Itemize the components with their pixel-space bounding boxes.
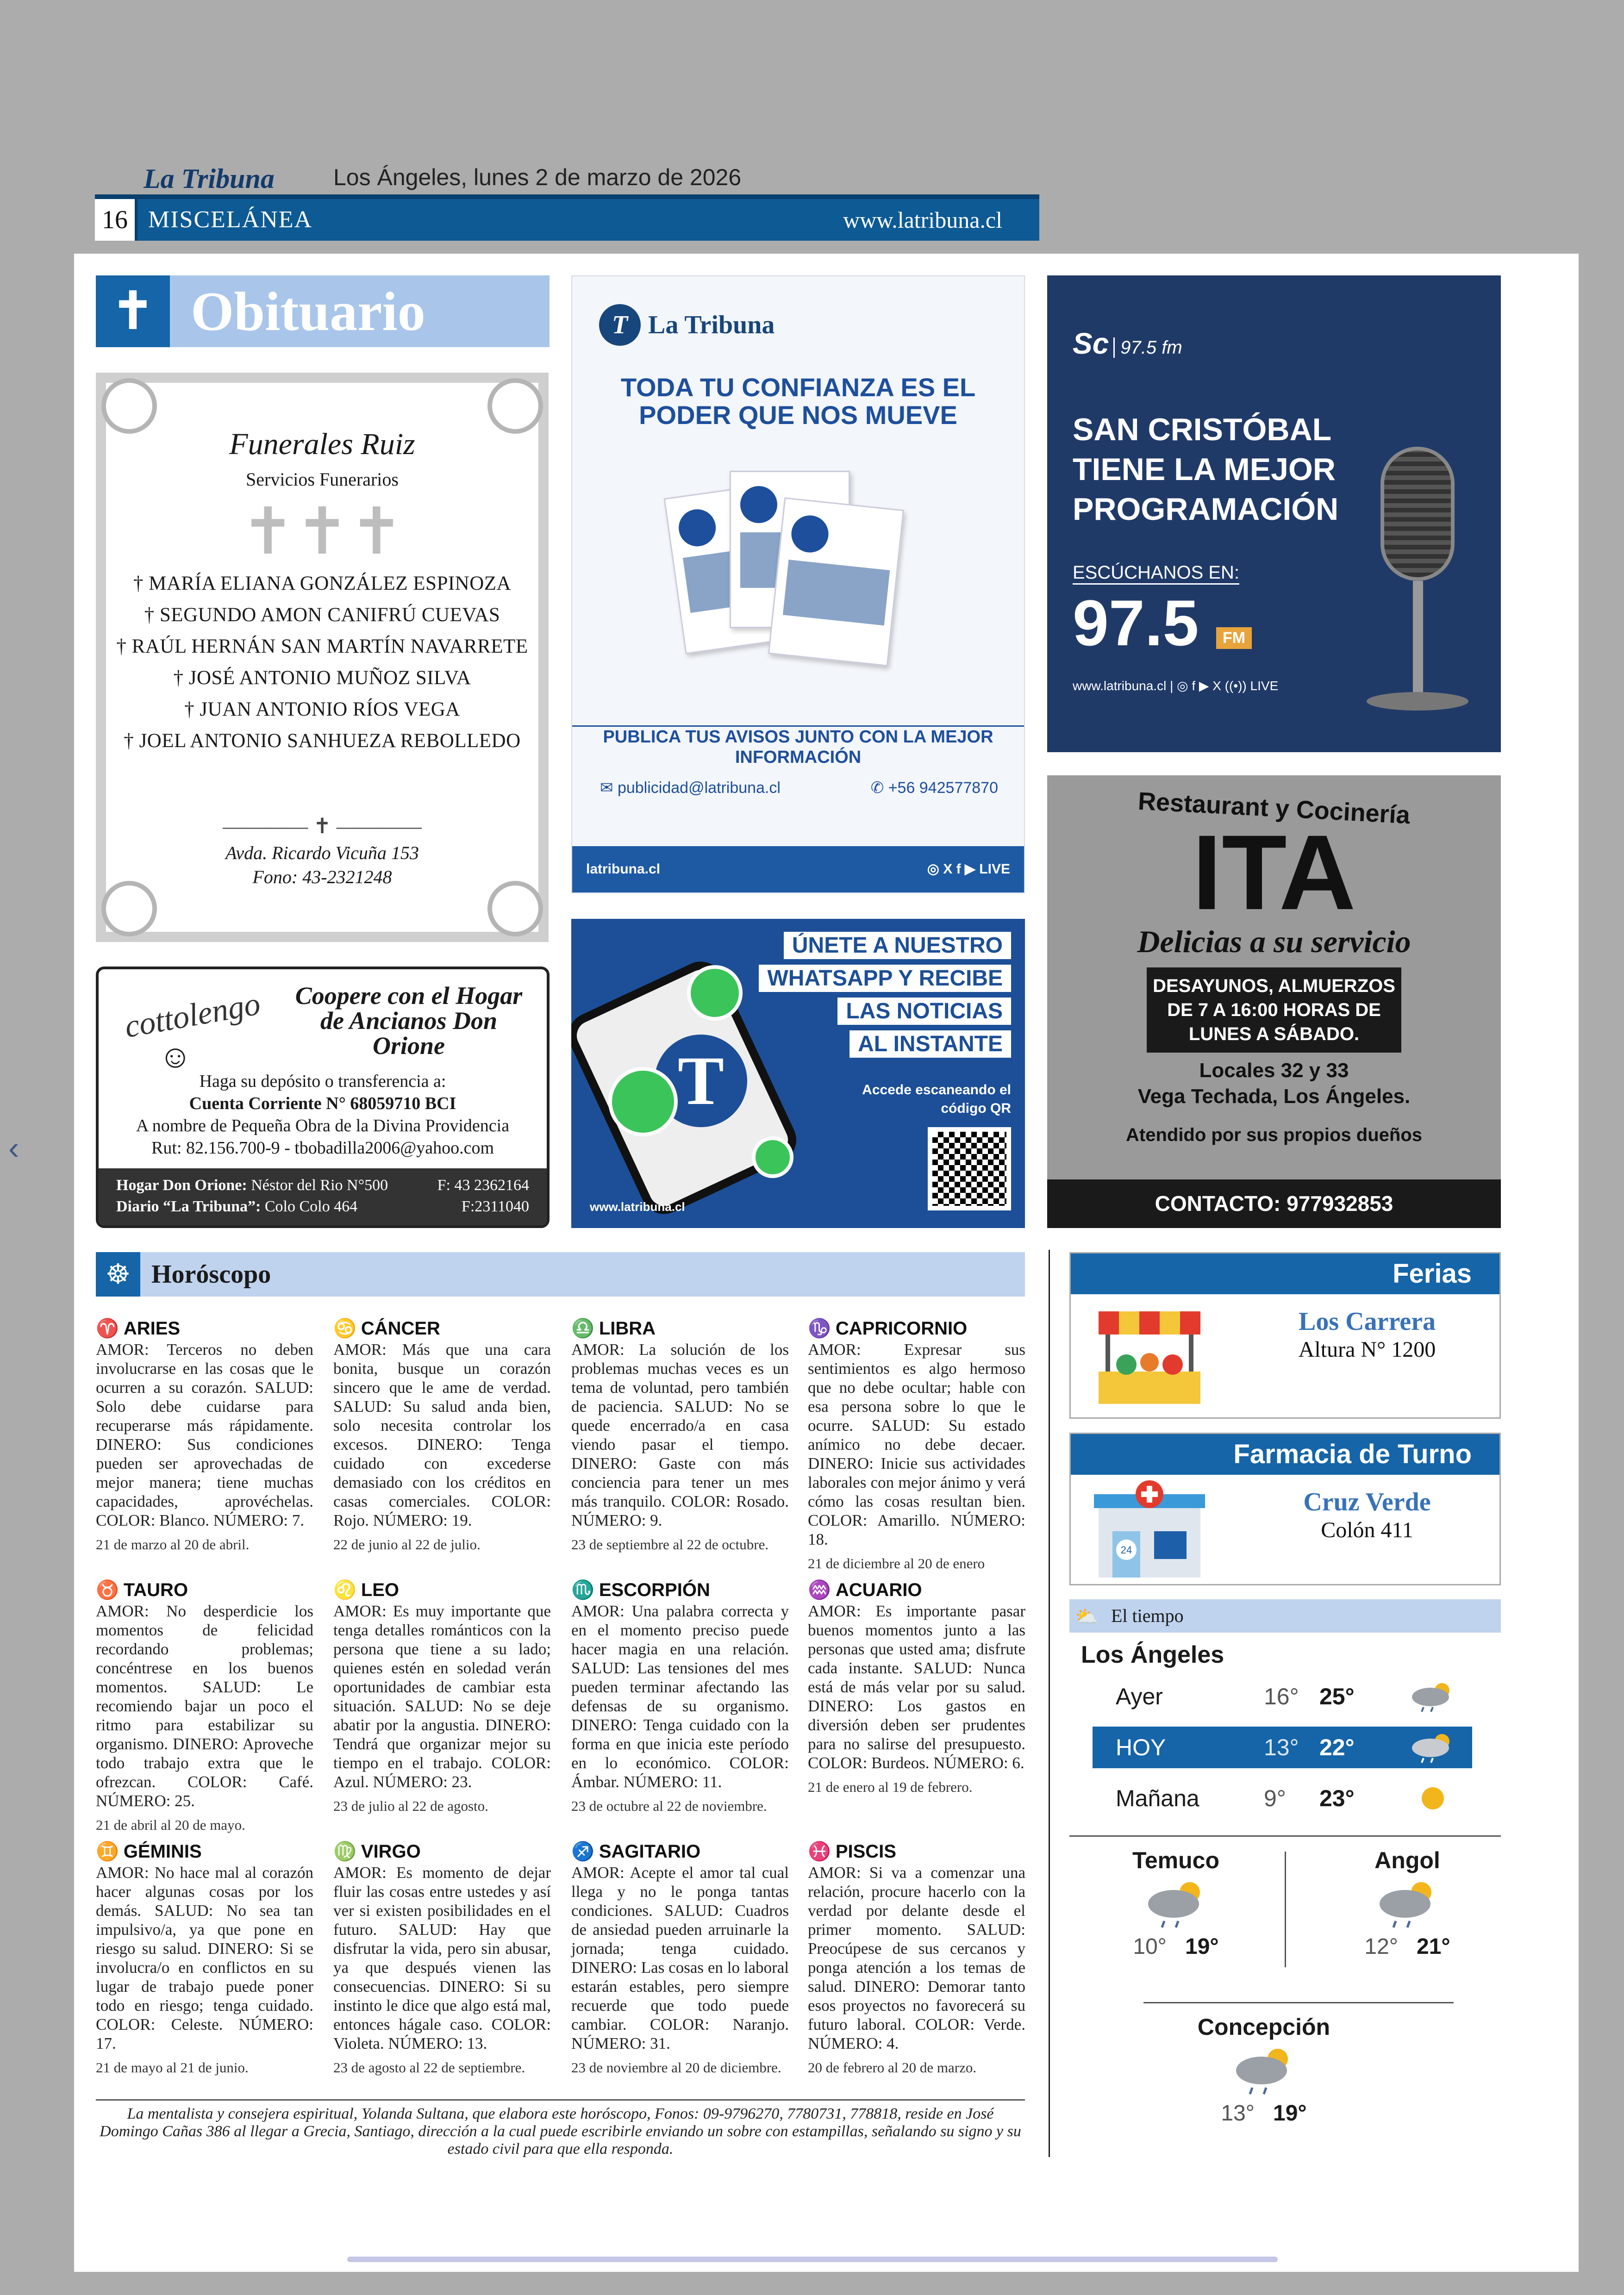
orione-title: Coopere con el Hogar de Ancianos Don Orione xyxy=(295,982,523,1060)
funeral-contact xyxy=(106,841,538,889)
ita-tagline: Delicias a su servicio xyxy=(1137,924,1411,959)
weather-city-name: Concepción xyxy=(1197,2014,1330,2040)
rain-cloud-sun-icon xyxy=(1231,2045,1296,2096)
newspapers-image xyxy=(674,471,915,665)
orione-line: Haga su depósito o transferencia a: xyxy=(199,1072,446,1091)
radio-socials: www.latribuna.cl | ◎ f ▶ X ((•)) LIVE xyxy=(1073,679,1279,693)
tribuna-ad-email[interactable]: publicidad@latribuna.cl xyxy=(617,779,781,797)
column-divider xyxy=(1049,1250,1050,2157)
ita-ad[interactable] xyxy=(1047,775,1501,1228)
weather-city-card xyxy=(1171,2014,1356,2126)
pharmacy-name: Cruz Verde xyxy=(1303,1488,1431,1516)
ita-name: ITA xyxy=(1192,813,1356,932)
feria-name: Los Carrera xyxy=(1299,1307,1436,1336)
orione-foot-label: Diario “La Tribuna”: xyxy=(116,1198,261,1215)
phone-icon: ✆ xyxy=(870,779,888,797)
horoscope-sign: ♍ VIRGO AMOR: Es momento de dejar fluir las cosas entre ustedes y así ver si existen posibilidades en el futuro. SALUD: Hay que disfrutar la vida, pero sin abusar, ya que después vienen las consecuencias. DINERO: Si su instinto le dice que algo está mal, entonces hágale caso. COLOR: Violeta. NÚMERO: 13. 23 de agosto al 22 de septiembre. xyxy=(333,1841,551,2076)
weather-title: El tiempo xyxy=(1111,1605,1184,1626)
pharmacy-badge: 24 xyxy=(1120,1544,1132,1556)
weather-divider xyxy=(1069,1835,1501,1837)
ita-hours: DESAYUNOS, ALMUERZOS DE 7 A 16:00 HORAS DE LUNES A SÁBADO. xyxy=(1147,967,1401,1053)
weather-day: HOY xyxy=(1116,1734,1166,1760)
tribuna-t-icon: T xyxy=(655,1035,747,1127)
tribuna-ad[interactable] xyxy=(571,275,1025,893)
weather-max: 19° xyxy=(1273,2101,1307,2126)
cloud-sun-icon: ⛅ xyxy=(1075,1606,1098,1627)
weather-row xyxy=(1093,1676,1472,1717)
whatsapp-site[interactable]: www.latribuna.cl xyxy=(590,1200,685,1214)
horoscope-sign: ♌ LEO AMOR: Es muy importante que tenga detalles románticos con la persona que tiene a su lado; quienes estén en soledad verán oportunidades de cambiar esta situación. SALUD: No se deje abatir por la angustia. DINERO: Tendrá que organizar mejor su tiempo en el trabajo. COLOR: Azul. NÚMERO: 23. 23 de julio al 22 de agosto. xyxy=(333,1580,551,1814)
weather-max: 22° xyxy=(1319,1734,1355,1760)
weather-city-name: Temuco xyxy=(1132,1847,1219,1873)
horoscope-sign: ♊ GÉMINIS AMOR: No hace mal al corazón hacer algunas cosas por los demás. SALUD: No sea tan impulsivo/a, ya que pone en riesgo su salud. DINERO: Si se involucra/o en conflictos en su lugar de trabajo puede poner todo en riesgo; tenga cuidado. COLOR: Celeste. NÚMERO: 17. 21 de mayo al 21 de junio. xyxy=(96,1841,313,2076)
qr-code[interactable] xyxy=(928,1127,1011,1210)
obituary-name: † JUAN ANTONIO RÍOS VEGA xyxy=(106,694,538,725)
weather-header xyxy=(1069,1599,1501,1633)
rain-cloud-sun-icon xyxy=(1143,1878,1208,1929)
aries-icon: ♈ xyxy=(96,1318,119,1339)
weather-day: Mañana xyxy=(1116,1785,1199,1811)
whatsapp-icon xyxy=(687,965,743,1021)
pharmacy-box xyxy=(1069,1433,1501,1585)
whatsapp-access: Accede escaneando el código QR xyxy=(862,1082,1011,1116)
feria-address: Altura N° 1200 xyxy=(1298,1337,1436,1362)
obituary-box xyxy=(96,373,549,942)
orione-foot-value: Néstor del Rio N°500 xyxy=(251,1177,388,1194)
obituary-name: † RAÚL HERNÁN SAN MARTÍN NAVARRETE xyxy=(106,631,538,662)
aquarius-icon: ♒ xyxy=(808,1580,831,1600)
horoscope-sign: ♓ PISCIS AMOR: Si va a comenzar una relación, procure hacerlo con la verdad por delante desde el primer momento. SALUD: Preocúpese de sus cercanos y ponga atención a los temas de salud. DINERO: Demorar tanto esos proyectos no favorecerá su futuro laboral. COLOR: Verde. NÚMERO: 4. 20 de febrero al 20 de marzo. xyxy=(808,1841,1025,2076)
tribuna-ad-sub: PUBLICA TUS AVISOS JUNTO CON LA MEJOR INFORMACIÓN xyxy=(572,725,1024,767)
rain-cloud-sun-icon xyxy=(1407,1680,1458,1713)
pharmacy-icon xyxy=(1089,1480,1210,1582)
orione-foot-label: Hogar Don Orione: xyxy=(116,1177,247,1194)
horoscope-sign: ♉ TAURO AMOR: No desperdicie los momentos de felicidad recordando problemas; concéntrese en los buenos momentos. SALUD: Le recomiendo bajar un poco el ritmo para estabilizar su organismo. DINERO: Aproveche todo trabajo extra que le ofrezcan. COLOR: Café. NÚMERO: 25. 21 de abril al 20 de mayo. xyxy=(96,1580,313,1833)
whatsapp-headline: ÚNETE A NUESTRO WHATSAPP Y RECIBE LAS NOTICIAS AL INSTANTE xyxy=(759,932,1011,1063)
scrollbar[interactable] xyxy=(347,2257,1278,2262)
leo-icon: ♌ xyxy=(333,1580,356,1600)
horoscope-footer: La mentalista y consejera espiritual, Yolanda Sultana, que elabora este horóscopo, Fonos: 09-9796270, 7780731, 778818, reside en José Domingo Cañas 386 al llegar a Grecia, Santiago, dirección a la cual puede escribirle enviando un sobre con estampillas, señalando su signo y su estado civil para que ella responda. xyxy=(96,2099,1025,2158)
radio-band: FM xyxy=(1216,627,1252,649)
horoscope-header xyxy=(96,1252,1025,1297)
radio-ad[interactable] xyxy=(1047,275,1501,752)
ita-contact: CONTACTO: 977932853 xyxy=(1047,1179,1501,1228)
site-url[interactable]: www.latribuna.cl xyxy=(843,207,1002,233)
tribuna-ad-headline: TODA TU CONFIANZA ES EL PODER QUE NOS MUEVE xyxy=(620,373,976,430)
pharmacy-address: Colón 411 xyxy=(1321,1518,1413,1542)
radio-frequency: 97.5 xyxy=(1073,586,1199,659)
cross-icon: ✝ xyxy=(96,275,170,347)
orione-account: Cuenta Corriente N° 68059710 BCI xyxy=(189,1094,456,1113)
ferias-title: Ferias xyxy=(1071,1254,1499,1294)
gemini-icon: ♊ xyxy=(96,1841,119,1862)
whatsapp-ad[interactable] xyxy=(571,919,1025,1228)
weather-day: Ayer xyxy=(1116,1684,1163,1709)
crosses-icon: ✝✝✝ xyxy=(241,496,404,568)
scorpio-icon: ♏ xyxy=(571,1580,594,1600)
radio-listen: ESCÚCHANOS EN: xyxy=(1073,562,1239,585)
horoscope-sign: ♐ SAGITARIO AMOR: Acepte el amor tal cual llega y no le ponga tantas condiciones. SALUD: Cuadros de ansiedad pueden arruinarle la jornada; tenga cuidado. DINERO: Las cosas en lo laboral estarán estables, pero siempre recuerde que todo puede cambiar. COLOR: Naranjo. NÚMERO: 31. 23 de noviembre al 20 de diciembre. xyxy=(571,1841,789,2076)
section-bar xyxy=(95,194,1039,241)
tribuna-ad-footer xyxy=(572,846,1024,892)
obituary-name: † JOEL ANTONIO SANHUEZA REBOLLEDO xyxy=(106,725,538,757)
ferias-box xyxy=(1069,1252,1501,1419)
obituary-name: † MARÍA ELIANA GONZÁLEZ ESPINOZA xyxy=(106,568,538,599)
orione-ad xyxy=(96,967,550,1228)
whatsapp-icon xyxy=(752,1136,793,1178)
rain-cloud-sun-icon xyxy=(1407,1731,1458,1764)
weather-city: Los Ángeles xyxy=(1081,1641,1224,1668)
weather-min: 12° xyxy=(1364,1934,1398,1959)
weather-min: 10° xyxy=(1133,1934,1167,1959)
mail-icon: ✉ xyxy=(600,779,618,797)
orione-foot-phone: F:2311040 xyxy=(461,1198,529,1215)
tribuna-ad-contact xyxy=(600,779,998,797)
orione-line: Rut: 82.156.700-9 - tbobadilla2006@yahoo.com xyxy=(151,1138,494,1158)
whatsapp-icon xyxy=(608,1067,678,1136)
orione-foot-phone: F: 43 2362164 xyxy=(437,1177,529,1194)
microphone-base xyxy=(1367,692,1468,711)
orione-line: A nombre de Pequeña Obra de la Divina Providencia xyxy=(136,1116,510,1135)
pisces-icon: ♓ xyxy=(808,1841,831,1862)
ornament-icon xyxy=(487,378,543,434)
taurus-icon: ♉ xyxy=(96,1580,119,1600)
tribuna-ad-site[interactable]: latribuna.cl xyxy=(586,861,661,877)
libra-icon: ♎ xyxy=(571,1318,594,1339)
ita-attended: Atendido por sus propios dueños xyxy=(1126,1125,1422,1145)
section-title: MISCELÁNEA xyxy=(148,206,313,233)
ornament-icon xyxy=(101,881,157,936)
ornament-icon xyxy=(487,881,543,936)
horoscope-sign: ♏ ESCORPIÓN AMOR: Una palabra correcta y en el momento preciso puede hacer magia en una relación. SALUD: Las tensiones del mes pueden terminar afectando las defensas de su organismo. DINERO: Tenga cuidado con la forma en que inicia este período en lo económico. COLOR: Ámbar. NÚMERO: 11. 23 de octubre al 22 de noviembre. xyxy=(571,1580,789,1814)
virgo-icon: ♍ xyxy=(333,1841,356,1862)
horoscope-sign: ♒ ACUARIO AMOR: Es importante pasar buenos momentos junto a las personas que usted ama; disfrute cada instante. SALUD: Nunca está de más velar por su salud. DINERO: Los gastos en diversión deben ser prudentes para no salirse del presupuesto. COLOR: Burdeos. NÚMERO: 6. 21 de enero al 19 de febrero. xyxy=(808,1580,1025,1795)
capricorn-icon: ♑ xyxy=(808,1318,831,1339)
microphone-stand xyxy=(1413,581,1423,697)
obituary-name: † JOSÉ ANTONIO MUÑOZ SILVA xyxy=(106,662,538,694)
radio-logo: Sc 97.5 fm xyxy=(1073,327,1182,360)
horoscope-sign: ♎ LIBRA AMOR: La solución de los problemas muchas veces es un tema de voluntad, pero también de paciencia. SALUD: No se quede encerrado/a en casa viendo pasar el tiempo. DINERO: Gaste con más conciencia para tener un mes más tranquilo. COLOR: Rosado. NÚMERO: 9. 23 de septiembre al 22 de octubre. xyxy=(571,1318,789,1553)
masthead-date: Los Ángeles, lunes 2 de marzo de 2026 xyxy=(333,164,742,190)
social-icons: ◎ X f ▶ LIVE xyxy=(927,861,1010,877)
radio-headline: SAN CRISTÓBAL TIENE LA MEJOR PROGRAMACIÓN xyxy=(1073,412,1339,527)
obituary-list xyxy=(106,568,538,757)
tribuna-t-icon: T xyxy=(599,304,641,346)
weather-min: 9° xyxy=(1264,1785,1286,1811)
weather-max: 23° xyxy=(1319,1785,1355,1811)
chevron-left-icon[interactable]: ‹ xyxy=(8,1130,19,1166)
weather-min: 16° xyxy=(1264,1684,1299,1709)
funeral-company: Funerales Ruiz xyxy=(229,427,415,461)
weather-min: 13° xyxy=(1221,2101,1255,2126)
microphone-icon xyxy=(1380,447,1455,581)
zodiac-wheel-icon: ☸ xyxy=(96,1252,140,1297)
cancer-icon: ♋ xyxy=(333,1318,356,1339)
weather-max: 19° xyxy=(1185,1934,1219,1959)
tribuna-ad-phone[interactable]: +56 942577870 xyxy=(888,779,998,797)
weather-row xyxy=(1093,1777,1472,1819)
funeral-phone: Fono: 43-2321248 xyxy=(252,867,392,887)
weather-divider xyxy=(1143,2002,1454,2003)
sagittarius-icon: ♐ xyxy=(571,1841,594,1862)
cottolengo-logo: cottolengo xyxy=(122,985,263,1045)
page-number: 16 xyxy=(95,199,137,241)
weather-min: 13° xyxy=(1264,1734,1299,1760)
horoscope-sign: ♑ CAPRICORNIO AMOR: Expresar sus sentimientos es algo hermoso que no debe ocultar; hable con esa persona sobre lo que le ocurre. SALUD: Su estado anímico no debe decaer. DINERO: Inicie sus actividades laborales con mejor ánimo y verá cómo las cosas resultan bien. COLOR: Amarillo. NÚMERO: 18. 21 de diciembre al 20 de enero xyxy=(808,1318,1025,1572)
weather-divider xyxy=(1285,1852,1286,1967)
weather-city-card xyxy=(1083,1847,1268,1959)
masthead-logo: La Tribuna xyxy=(144,163,275,194)
funeral-address: Avda. Ricardo Vicuña 153 xyxy=(225,842,419,863)
weather-city-card xyxy=(1315,1847,1500,1959)
smiley-icon: ☺ xyxy=(159,1039,192,1075)
obituary-name: † SEGUNDO AMON CANIFRÚ CUEVAS xyxy=(106,599,538,631)
market-stall-icon xyxy=(1089,1307,1210,1409)
rain-cloud-sun-icon xyxy=(1375,1878,1440,1929)
horoscope-sign: ♈ ARIES AMOR: Terceros no deben involucrarse en las cosas que le ocurren a su corazón. SALUD: Solo debe cuidarse para recuperarse más rápidamente. DINERO: Sus condiciones pueden ser aprovechadas de mejor manera; tiene muchas capacidades, aprovéchelas. COLOR: Blanco. NÚMERO: 7. 21 de marzo al 20 de abril. xyxy=(96,1318,313,1553)
funeral-company-sub: Servicios Funerarios xyxy=(246,469,399,490)
weather-max: 25° xyxy=(1319,1684,1355,1709)
horoscope-sign: ♋ CÁNCER AMOR: Más que una cara bonita, busque un corazón sincero que le ame de verdad. SALUD: Su salud anda bien, solo necesita controlar los excesos. DINERO: Tenga cuidado con excederse demasiado con los créditos en casas comerciales. COLOR: Rojo. NÚMERO: 19. 22 de junio al 22 de julio. xyxy=(333,1318,551,1553)
obituary-header xyxy=(96,275,550,347)
horoscope-title: Horóscopo xyxy=(151,1260,271,1289)
ita-location: Locales 32 y 33 Vega Techada, Los Ángeles. xyxy=(1137,1059,1411,1108)
orione-foot-value: Colo Colo 464 xyxy=(264,1198,358,1215)
weather-city-name: Angol xyxy=(1374,1847,1440,1873)
obituary-title: Obituario xyxy=(191,281,425,342)
sun-icon xyxy=(1407,1782,1458,1815)
pharmacy-title: Farmacia de Turno xyxy=(1071,1434,1499,1475)
weather-row-today xyxy=(1093,1727,1472,1768)
divider-cross-icon: ———— ✝ ———— xyxy=(223,814,422,838)
ita-arc: Restaurant y Cocinería xyxy=(1137,787,1411,829)
orione-footer xyxy=(99,1168,547,1228)
ornament-icon xyxy=(101,378,157,434)
weather-max: 21° xyxy=(1417,1934,1450,1959)
orione-body xyxy=(99,1070,547,1159)
tribuna-ad-logo: T La Tribuna xyxy=(599,304,775,346)
